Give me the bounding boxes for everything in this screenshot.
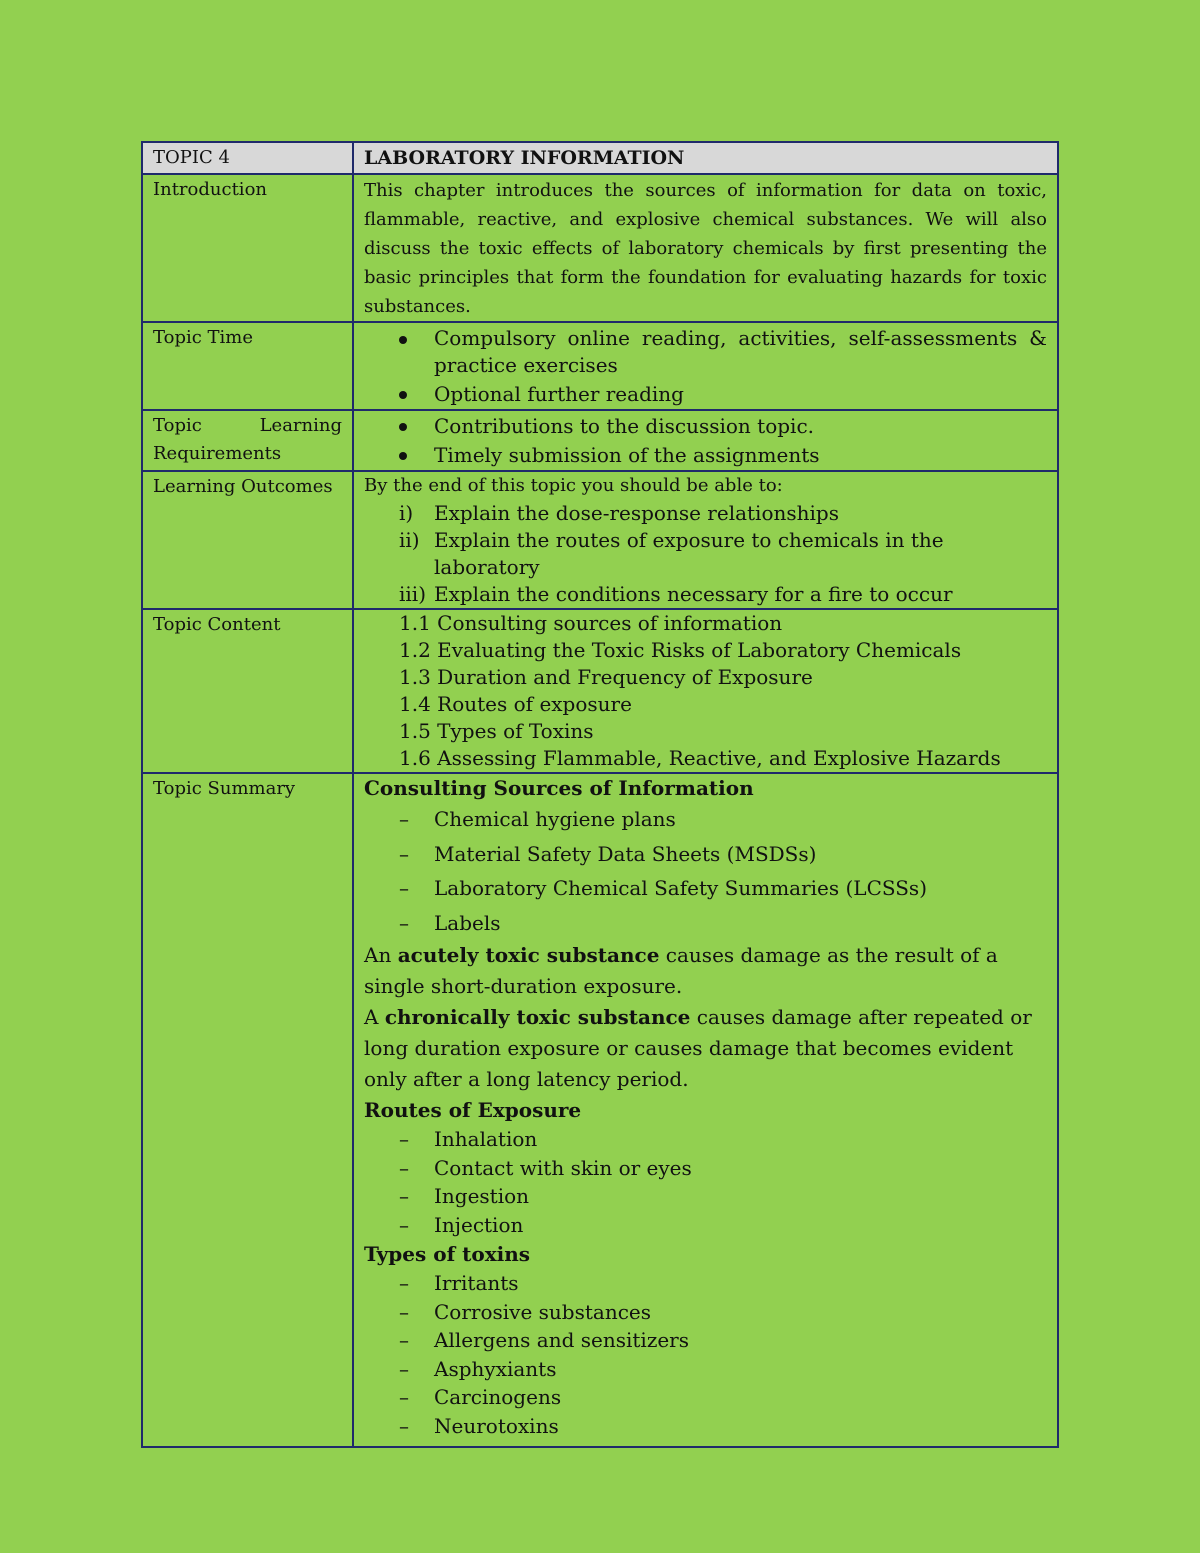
list-item-text: Corrosive substances bbox=[434, 1299, 652, 1324]
list-item-text: Contributions to the discussion topic. bbox=[434, 414, 815, 438]
topic-title-text: LABORATORY INFORMATION bbox=[364, 147, 685, 169]
list-item-text: Material Safety Data Sheets (MSDSs) bbox=[434, 841, 817, 866]
dash-icon: – bbox=[399, 1271, 409, 1295]
topic-summary-row bbox=[142, 773, 1058, 1447]
list-item-text: Explain the dose-response relationships bbox=[434, 501, 839, 525]
list-item bbox=[364, 1298, 1047, 1327]
learning-outcomes-intro: By the end of this topic you should be able to: bbox=[364, 475, 783, 496]
dash-icon: – bbox=[399, 1413, 409, 1438]
dash-icon: – bbox=[399, 1385, 409, 1409]
dash-icon: – bbox=[399, 1155, 409, 1180]
toxins-heading: Types of toxins bbox=[364, 1242, 531, 1266]
list-item-text: Allergens and sensitizers bbox=[434, 1328, 690, 1352]
topic-summary-cell bbox=[353, 773, 1058, 1447]
topic-content-label: Topic Content bbox=[142, 609, 353, 773]
content-item: 1.3 Duration and Frequency of Exposure bbox=[399, 665, 813, 689]
learning-outcomes-cell bbox=[353, 471, 1058, 609]
list-item bbox=[364, 1326, 1047, 1355]
list-item bbox=[364, 1154, 1047, 1183]
list-item bbox=[364, 1211, 1047, 1240]
list-item-number: iii) bbox=[399, 582, 426, 606]
list-item-text: Optional further reading bbox=[434, 382, 684, 406]
content-item: 1.5 Types of Toxins bbox=[399, 719, 594, 743]
list-item bbox=[364, 802, 1047, 837]
list-item-text: Inhalation bbox=[434, 1127, 538, 1151]
bullet-icon bbox=[399, 336, 407, 344]
dash-icon: – bbox=[399, 910, 409, 935]
dash-icon: – bbox=[399, 807, 409, 831]
learning-requirements-label-line2: Requirements bbox=[153, 443, 282, 464]
chronic-paragraph bbox=[364, 1002, 1047, 1095]
dash-icon: – bbox=[399, 1356, 409, 1381]
content-item: 1.6 Assessing Flammable, Reactive, and Explosive Hazards bbox=[399, 746, 1001, 770]
routes-list bbox=[364, 1125, 1047, 1239]
acute-rest: causes damage as the result of a single short-duration exposure. bbox=[364, 943, 998, 998]
learning-outcomes-row bbox=[142, 471, 1058, 609]
list-item bbox=[364, 500, 1047, 527]
topic-time-list bbox=[364, 325, 1047, 408]
list-item-text: Injection bbox=[434, 1212, 524, 1237]
learning-requirements-label-line1 bbox=[153, 412, 342, 440]
learning-requirements-row bbox=[142, 410, 1058, 471]
list-item-text: Contact with skin or eyes bbox=[434, 1155, 692, 1180]
acute-paragraph bbox=[364, 940, 1047, 1002]
list-item bbox=[364, 1412, 1047, 1441]
list-item bbox=[364, 1355, 1047, 1384]
list-item-number: i) bbox=[399, 501, 414, 525]
list-item bbox=[364, 1182, 1047, 1211]
introduction-label: Introduction bbox=[142, 174, 353, 322]
dash-icon: – bbox=[399, 1299, 409, 1324]
list-item-text: Explain the conditions necessary for a fire to occur bbox=[434, 582, 953, 606]
list-item-text: Labels bbox=[434, 910, 501, 935]
label-word: Learning bbox=[259, 415, 342, 436]
list-item bbox=[364, 906, 1047, 941]
dash-icon: – bbox=[399, 876, 409, 900]
dash-icon: – bbox=[399, 841, 409, 866]
sources-heading: Consulting Sources of Information bbox=[364, 776, 754, 800]
list-item bbox=[364, 441, 1047, 470]
topic-title bbox=[353, 142, 1058, 174]
topic-table bbox=[141, 141, 1059, 1448]
acute-prefix: An bbox=[364, 943, 398, 967]
chronic-prefix: A bbox=[364, 1005, 385, 1029]
sources-list bbox=[364, 802, 1047, 940]
content-item: 1.1 Consulting sources of information bbox=[399, 611, 783, 635]
list-item-number: ii) bbox=[399, 528, 420, 552]
introduction-row bbox=[142, 174, 1058, 322]
introduction-text: This chapter introduces the sources of information for data on toxic, flammable, reactive, and explosive chemical substances. We will also discuss the toxic effects of laboratory chemicals by first presenting the basic principles that form the foundation for evaluating hazards for toxic substances. bbox=[353, 174, 1058, 322]
list-item bbox=[364, 412, 1047, 441]
topic-content-cell bbox=[353, 609, 1058, 773]
content-item: 1.2 Evaluating the Toxic Risks of Laboratory Chemicals bbox=[399, 638, 962, 662]
routes-heading: Routes of Exposure bbox=[364, 1098, 582, 1122]
bullet-icon bbox=[399, 423, 407, 431]
topic-time-row bbox=[142, 322, 1058, 410]
list-item-text: Ingestion bbox=[434, 1184, 530, 1208]
list-item bbox=[364, 527, 1047, 581]
label-word: Topic bbox=[153, 415, 202, 436]
dash-icon: – bbox=[399, 1328, 409, 1352]
learning-outcomes-list bbox=[364, 500, 1047, 608]
list-item-text: Irritants bbox=[434, 1271, 519, 1295]
dash-icon: – bbox=[399, 1212, 409, 1237]
dash-icon: – bbox=[399, 1127, 409, 1151]
list-item-text: Carcinogens bbox=[434, 1385, 562, 1409]
chronic-rest: causes damage after repeated or long duration exposure or causes damage that becomes evident only after a long latency period. bbox=[364, 1005, 1032, 1091]
topic-summary-label: Topic Summary bbox=[142, 773, 353, 1447]
list-item bbox=[364, 380, 1047, 408]
bullet-icon bbox=[399, 452, 407, 460]
topic-content-row bbox=[142, 609, 1058, 773]
list-item bbox=[364, 837, 1047, 872]
learning-requirements-label bbox=[142, 410, 353, 471]
topic-number: TOPIC 4 bbox=[142, 142, 353, 174]
list-item-text: Timely submission of the assignments bbox=[434, 443, 820, 467]
chronic-term: chronically toxic substance bbox=[384, 1005, 691, 1029]
toxins-list bbox=[364, 1269, 1047, 1440]
topic-time-label: Topic Time bbox=[142, 322, 353, 410]
list-item-text: Neurotoxins bbox=[434, 1413, 559, 1438]
bullet-icon bbox=[399, 391, 407, 399]
acute-term: acutely toxic substance bbox=[397, 943, 660, 967]
list-item bbox=[364, 1125, 1047, 1154]
learning-outcomes-label: Learning Outcomes bbox=[142, 471, 353, 609]
list-item-text: Explain the routes of exposure to chemicals in the laboratory bbox=[434, 528, 944, 579]
content-item: 1.4 Routes of exposure bbox=[399, 692, 632, 716]
list-item-text: Chemical hygiene plans bbox=[434, 807, 676, 831]
learning-requirements-cell bbox=[353, 410, 1058, 471]
list-item bbox=[364, 1383, 1047, 1412]
learning-requirements-list bbox=[364, 412, 1047, 470]
dash-icon: – bbox=[399, 1184, 409, 1208]
list-item-text: Compulsory online reading, activities, self-assessments & practice exercises bbox=[434, 326, 1047, 377]
list-item-text: Laboratory Chemical Safety Summaries (LCSSs) bbox=[434, 876, 927, 900]
list-item bbox=[364, 1269, 1047, 1298]
list-item bbox=[364, 871, 1047, 906]
list-item bbox=[364, 325, 1047, 379]
table-header-row bbox=[142, 142, 1058, 174]
list-item-text: Asphyxiants bbox=[434, 1356, 557, 1381]
topic-time-cell bbox=[353, 322, 1058, 410]
list-item bbox=[364, 581, 1047, 608]
